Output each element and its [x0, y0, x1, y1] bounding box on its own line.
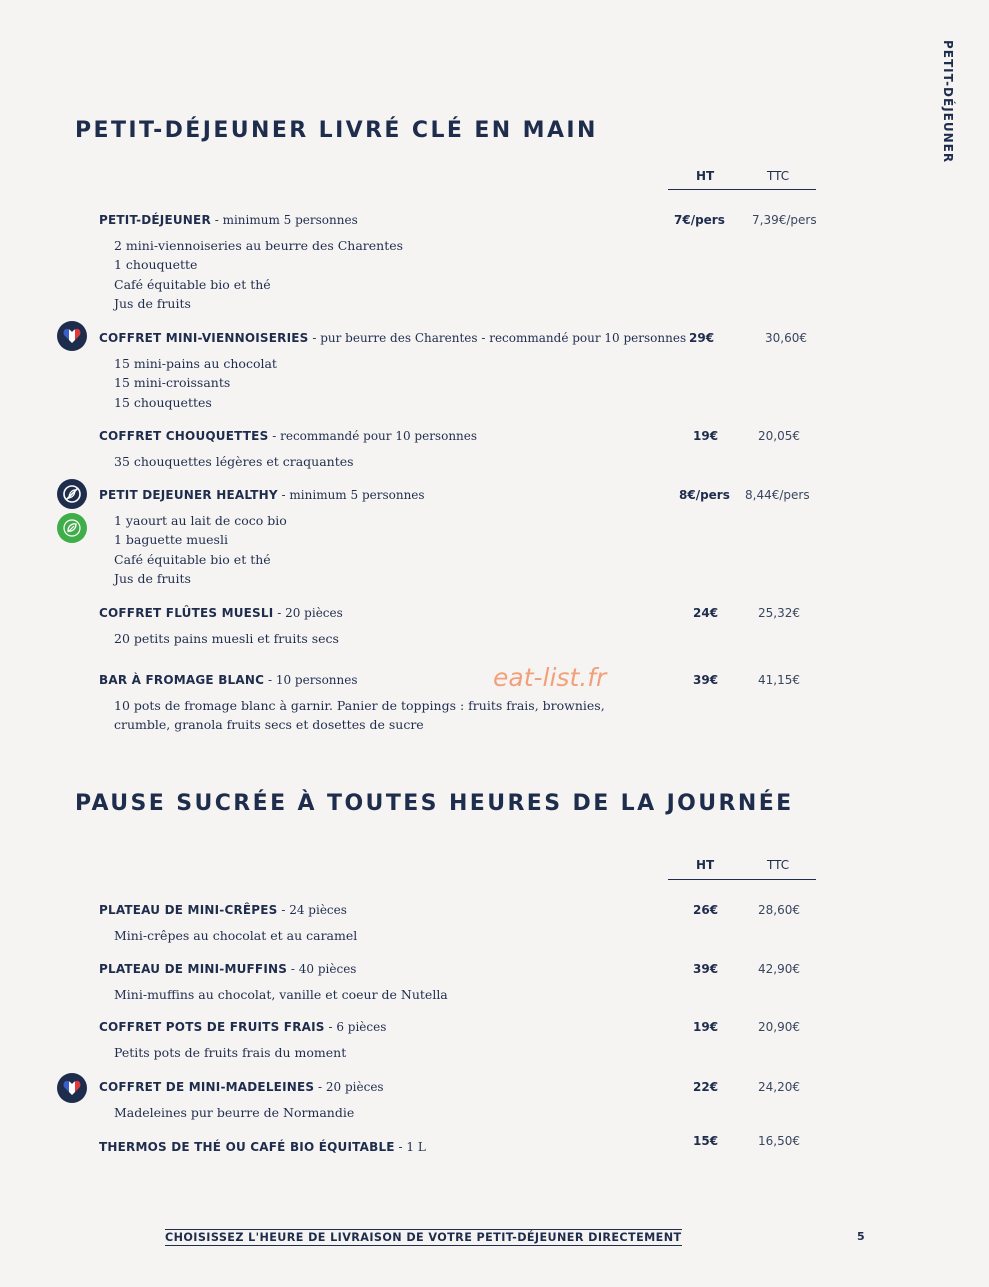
item-description — [114, 452, 839, 471]
menu-item-coffret-mini-viennoiseries — [99, 330, 839, 412]
item-note: - recommandé pour 10 personnes — [268, 429, 478, 443]
column-header-rule — [668, 879, 816, 880]
menu-item-coffret-pots-fruits — [99, 1019, 839, 1062]
description-line: Madeleines pur beurre de Normandie — [114, 1105, 355, 1120]
description-line: Mini-muffins au chocolat, vanille et coeur de Nutella — [114, 987, 448, 1002]
price-ht: 39€ — [693, 673, 719, 687]
price-ttc: 20,05€ — [758, 429, 800, 443]
item-note: - pur beurre des Charentes - recommandé pour 10 personnes — [308, 331, 687, 345]
item-name: PETIT-DÉJEUNER — [99, 213, 211, 227]
column-header-ht: HT — [696, 169, 715, 183]
price-ht: 29€ — [689, 331, 715, 345]
item-name: COFFRET CHOUQUETTES — [99, 429, 269, 443]
menu-item-bar-fromage-blanc — [99, 672, 839, 735]
item-name: COFFRET MINI-VIENNOISERIES — [99, 331, 309, 345]
price-ttc: 20,90€ — [758, 1020, 800, 1034]
item-name: COFFRET DE MINI-MADELEINES — [99, 1080, 315, 1094]
item-note: - 10 personnes — [264, 673, 358, 687]
france-heart-icon — [57, 321, 87, 351]
price-ht: 7€/pers — [674, 213, 725, 227]
price-ttc: 8,44€/pers — [745, 488, 810, 502]
description-line: Jus de fruits — [114, 295, 191, 311]
no-palm-oil-icon — [57, 479, 87, 509]
item-description — [114, 511, 839, 588]
price-ttc: 7,39€/pers — [752, 213, 817, 227]
side-tab-label: PETIT-DÉJEUNER — [941, 40, 955, 164]
france-heart-icon — [57, 1073, 87, 1103]
price-ttc: 25,32€ — [758, 606, 800, 620]
section-title-pause-sucree: PAUSE SUCRÉE À TOUTES HEURES DE LA JOURNÉE — [75, 791, 794, 816]
price-ht: 15€ — [693, 1134, 719, 1148]
description-line: Café équitable bio et thé — [114, 551, 271, 567]
description-line: 1 yaourt au lait de coco bio — [114, 513, 287, 528]
price-ht: 39€ — [693, 962, 719, 976]
description-line: 1 chouquette — [114, 257, 198, 273]
price-ht: 19€ — [693, 429, 719, 443]
price-ht: 22€ — [693, 1080, 719, 1094]
description-line: 15 chouquettes — [114, 394, 212, 410]
menu-item-plateau-mini-muffins — [99, 961, 839, 1004]
menu-item-plateau-mini-crepes — [99, 902, 839, 945]
menu-item-coffret-mini-madeleines — [99, 1079, 839, 1122]
item-name: PLATEAU DE MINI-MUFFINS — [99, 962, 288, 976]
price-ttc: 41,15€ — [758, 673, 800, 687]
watermark: eat-list.fr — [493, 663, 607, 692]
price-ttc: 42,90€ — [758, 962, 800, 976]
item-name: THERMOS DE THÉ OU CAFÉ BIO ÉQUITABLE — [99, 1140, 395, 1154]
menu-item-thermos — [99, 1134, 839, 1155]
price-ht: 24€ — [693, 606, 719, 620]
item-note: - 24 pièces — [277, 903, 347, 917]
item-note: - minimum 5 personnes — [210, 213, 358, 227]
item-description — [114, 696, 839, 735]
item-name: PLATEAU DE MINI-CRÊPES — [99, 903, 278, 917]
description-line: 1 baguette muesli — [114, 532, 228, 548]
description-line: Jus de fruits — [114, 570, 191, 586]
menu-item-coffret-flutes-muesli — [99, 605, 839, 648]
item-note: - 1 L — [394, 1140, 426, 1154]
item-description — [114, 236, 839, 313]
column-header-ht: HT — [696, 858, 715, 872]
item-note: - 40 pièces — [287, 962, 357, 976]
description-line: crumble, granola fruits secs et dosettes de sucre — [114, 717, 424, 733]
description-line: Mini-crêpes au chocolat et au caramel — [114, 928, 358, 943]
description-line: 35 chouquettes légères et craquantes — [114, 454, 354, 469]
description-line: Petits pots de fruits frais du moment — [114, 1045, 347, 1060]
item-description — [114, 926, 839, 945]
description-line: 15 mini-pains au chocolat — [114, 356, 277, 371]
item-name: COFFRET FLÛTES MUESLI — [99, 606, 274, 620]
item-description — [114, 1043, 839, 1062]
item-note: - minimum 5 personnes — [277, 488, 425, 502]
price-ht: 26€ — [693, 903, 719, 917]
menu-item-petit-dejeuner — [99, 212, 839, 313]
item-description — [114, 354, 839, 412]
price-ht: 19€ — [693, 1020, 719, 1034]
description-line: Café équitable bio et thé — [114, 276, 271, 292]
price-ttc: 16,50€ — [758, 1134, 800, 1148]
item-description — [114, 985, 839, 1004]
item-description — [114, 629, 839, 648]
item-name: BAR À FROMAGE BLANC — [99, 673, 265, 687]
description-line: 15 mini-croissants — [114, 375, 231, 391]
description-line: 10 pots de fromage blanc à garnir. Panier de toppings : fruits frais, brownies, — [114, 698, 605, 713]
price-ht: 8€/pers — [679, 488, 730, 502]
menu-item-petit-dejeuner-healthy — [99, 487, 839, 588]
item-name: PETIT DEJEUNER HEALTHY — [99, 488, 278, 502]
item-description — [114, 1103, 839, 1122]
column-header-rule — [668, 189, 816, 190]
menu-item-coffret-chouquettes — [99, 428, 839, 471]
price-ttc: 24,20€ — [758, 1080, 800, 1094]
section-title-breakfast: PETIT-DÉJEUNER LIVRÉ CLÉ EN MAIN — [75, 118, 598, 143]
page-number: 5 — [857, 1230, 865, 1243]
price-ttc: 28,60€ — [758, 903, 800, 917]
item-note: - 20 pièces — [273, 606, 343, 620]
item-name: COFFRET POTS DE FRUITS FRAIS — [99, 1020, 325, 1034]
description-line: 20 petits pains muesli et fruits secs — [114, 631, 339, 646]
footer-note: CHOISISSEZ L'HEURE DE LIVRAISON DE VOTRE PETIT-DÉJEUNER DIRECTEMENT — [165, 1231, 682, 1244]
price-ttc: 30,60€ — [765, 331, 807, 345]
item-note: - 6 pièces — [324, 1020, 387, 1034]
description-line: 2 mini-viennoiseries au beurre des Charentes — [114, 238, 404, 253]
item-note: - 20 pièces — [314, 1080, 384, 1094]
organic-leaf-icon — [57, 513, 87, 543]
column-header-ttc: TTC — [767, 169, 790, 183]
column-header-ttc: TTC — [767, 858, 790, 872]
